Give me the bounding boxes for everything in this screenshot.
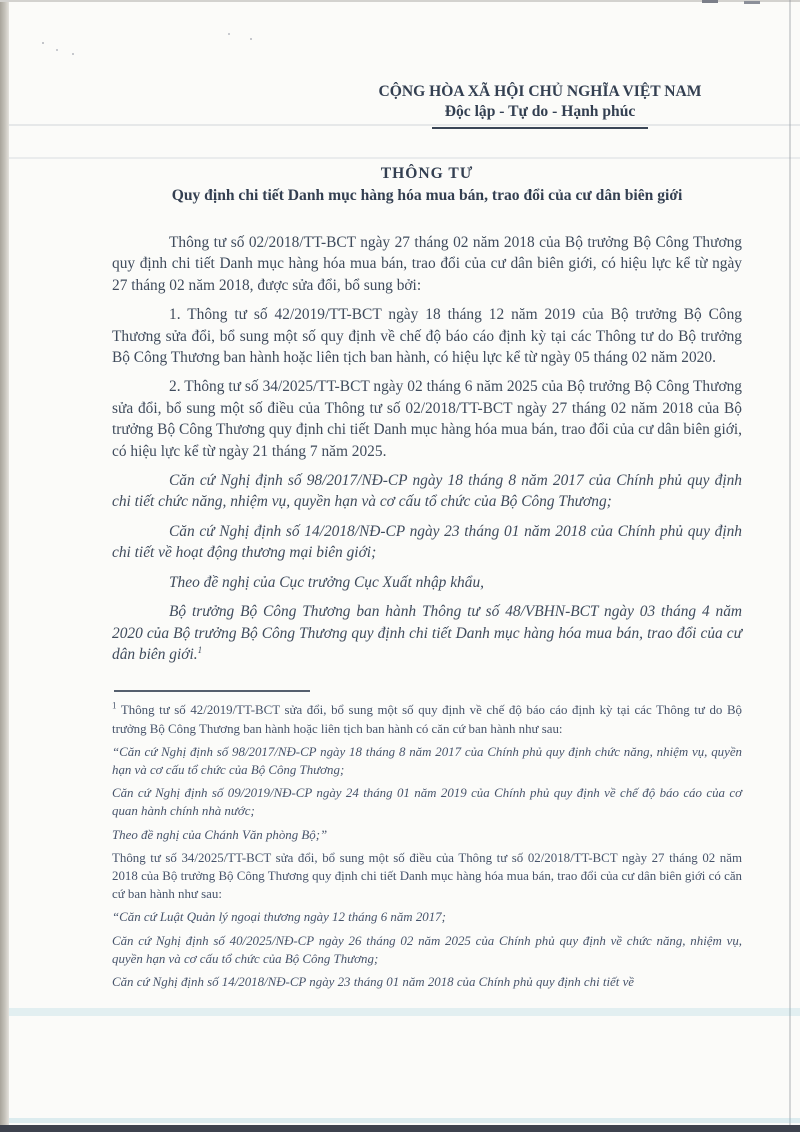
footnote-paragraph <box>112 701 742 737</box>
footnote-marker: 1 <box>112 701 117 712</box>
document-body <box>112 232 742 665</box>
paragraph-item-2: 2. Thông tư số 34/2025/TT-BCT ngày 02 tháng 6 năm 2025 của Bộ trưởng Bộ Công Thương sửa đổi, bổ sung một số điều của Thông tư số 02/2018/TT-BCT ngày 27 tháng 02 năm 2018 của Bộ trưởng Bộ Công Thương quy định chi tiết Danh mục hàng hóa mua bán, trao đổi của cư dân biên giới, có hiệu lực kể từ ngày 21 tháng 7 năm 2025. <box>112 378 742 460</box>
footnote-reference: 1 <box>197 644 203 655</box>
footnote-paragraph: Căn cứ Nghị định số 40/2025/NĐ-CP ngày 26 tháng 02 năm 2025 của Chính phủ quy định về chức năng, nhiệm vụ, quyền hạn và cơ cấu tổ chức của Bộ Công Thương; <box>112 933 742 966</box>
footnote-paragraph: Theo đề nghị của Chánh Văn phòng Bộ;” <box>112 827 328 842</box>
document-title-block <box>112 165 742 205</box>
paragraph-basis-2: Căn cứ Nghị định số 14/2018/NĐ-CP ngày 23 tháng 01 năm 2018 của Chính phủ quy định chi tiết về hoạt động thương mại biên giới; <box>112 522 742 562</box>
footnote-separator <box>114 690 310 692</box>
paragraph-proposal: Theo đề nghị của Cục trưởng Cục Xuất nhập khẩu, <box>169 573 484 591</box>
national-title: CỘNG HÒA XÃ HỘI CHỦ NGHĨA VIỆT NAM <box>378 83 702 100</box>
national-header <box>338 82 742 129</box>
footnote-text: Thông tư số 42/2019/TT-BCT sửa đổi, bổ sung một số quy định về chế độ báo cáo định kỳ tại các Thông tư do Bộ trưởng Bộ Công Thương ban hành hoặc liên tịch ban hành có căn cứ ban hành như sau: <box>112 703 743 736</box>
footnote-paragraph: Căn cứ Nghị định số 09/2019/NĐ-CP ngày 24 tháng 01 năm 2019 của Chính phủ quy định về chế độ báo cáo của cơ quan hành chính nhà nước; <box>112 786 742 819</box>
footnotes-section <box>112 701 742 991</box>
scan-edge-bottom <box>0 1125 800 1132</box>
paragraph-item-1: 1. Thông tư số 42/2019/TT-BCT ngày 18 tháng 12 năm 2019 của Bộ trưởng Bộ Công Thương sửa đổi, bổ sung một số quy định về chế độ báo cáo định kỳ tại các Thông tư do Bộ trưởng Bộ Công Thương ban hành hoặc liên tịch ban hành, có hiệu lực kể từ ngày 05 tháng 02 năm 2020. <box>112 306 742 367</box>
paragraph-enactment <box>112 601 742 665</box>
footnote-paragraph: Căn cứ Nghị định số 14/2018/NĐ-CP ngày 23 tháng 01 năm 2018 của Chính phủ quy định chi tiết về <box>112 974 635 989</box>
scan-artifact-band <box>9 1118 800 1123</box>
footnote-paragraph: “Căn cứ Nghị định số 98/2017/NĐ-CP ngày 18 tháng 8 năm 2017 của Chính phủ quy định chức năng, nhiệm vụ, quyền hạn và cơ cấu tổ chức của Bộ Công Thương; <box>112 744 742 777</box>
paragraph-basis-1: Căn cứ Nghị định số 98/2017/NĐ-CP ngày 18 tháng 8 năm 2017 của Chính phủ quy định chi tiết chức năng, nhiệm vụ, quyền hạn và cơ cấu tổ chức của Bộ Công Thương; <box>112 472 742 511</box>
footnote-paragraph: “Căn cứ Luật Quản lý ngoại thương ngày 12 tháng 6 năm 2017; <box>112 910 446 925</box>
paragraph-enactment-text: Bộ trưởng Bộ Công Thương ban hành Thông tư số 48/VBHN-BCT ngày 03 tháng 4 năm 2020 của Bộ trưởng Bộ Công Thương quy định chi tiết Danh mục hàng hóa mua bán, trao đổi của cư dân biên giới. <box>112 603 742 663</box>
scan-artifact-band <box>9 1008 800 1016</box>
motto-underline <box>432 127 648 129</box>
doc-subject: Quy định chi tiết Danh mục hàng hóa mua bán, trao đổi của cư dân biên giới <box>171 187 683 204</box>
footnote-paragraph: Thông tư số 34/2025/TT-BCT sửa đổi, bổ sung một số điều của Thông tư số 02/2018/TT-BCT ngày 27 tháng 02 năm 2018 của Bộ trưởng Bộ Công Thương quy định chi tiết Danh mục hàng hóa mua bán, trao đổi của cư dân biên giới có căn cứ ban hành như sau: <box>112 850 742 902</box>
national-motto: Độc lập - Tự do - Hạnh phúc <box>444 103 636 120</box>
doc-type: THÔNG TƯ <box>380 165 474 182</box>
paragraph-intro: Thông tư số 02/2018/TT-BCT ngày 27 tháng 02 năm 2018 của Bộ trưởng Bộ Công Thương quy định chi tiết Danh mục hàng hóa mua bán, trao đổi của cư dân biên giới, có hiệu lực kể từ ngày 27 tháng 02 năm 2018, được sửa đổi, bổ sung bởi: <box>112 234 742 294</box>
